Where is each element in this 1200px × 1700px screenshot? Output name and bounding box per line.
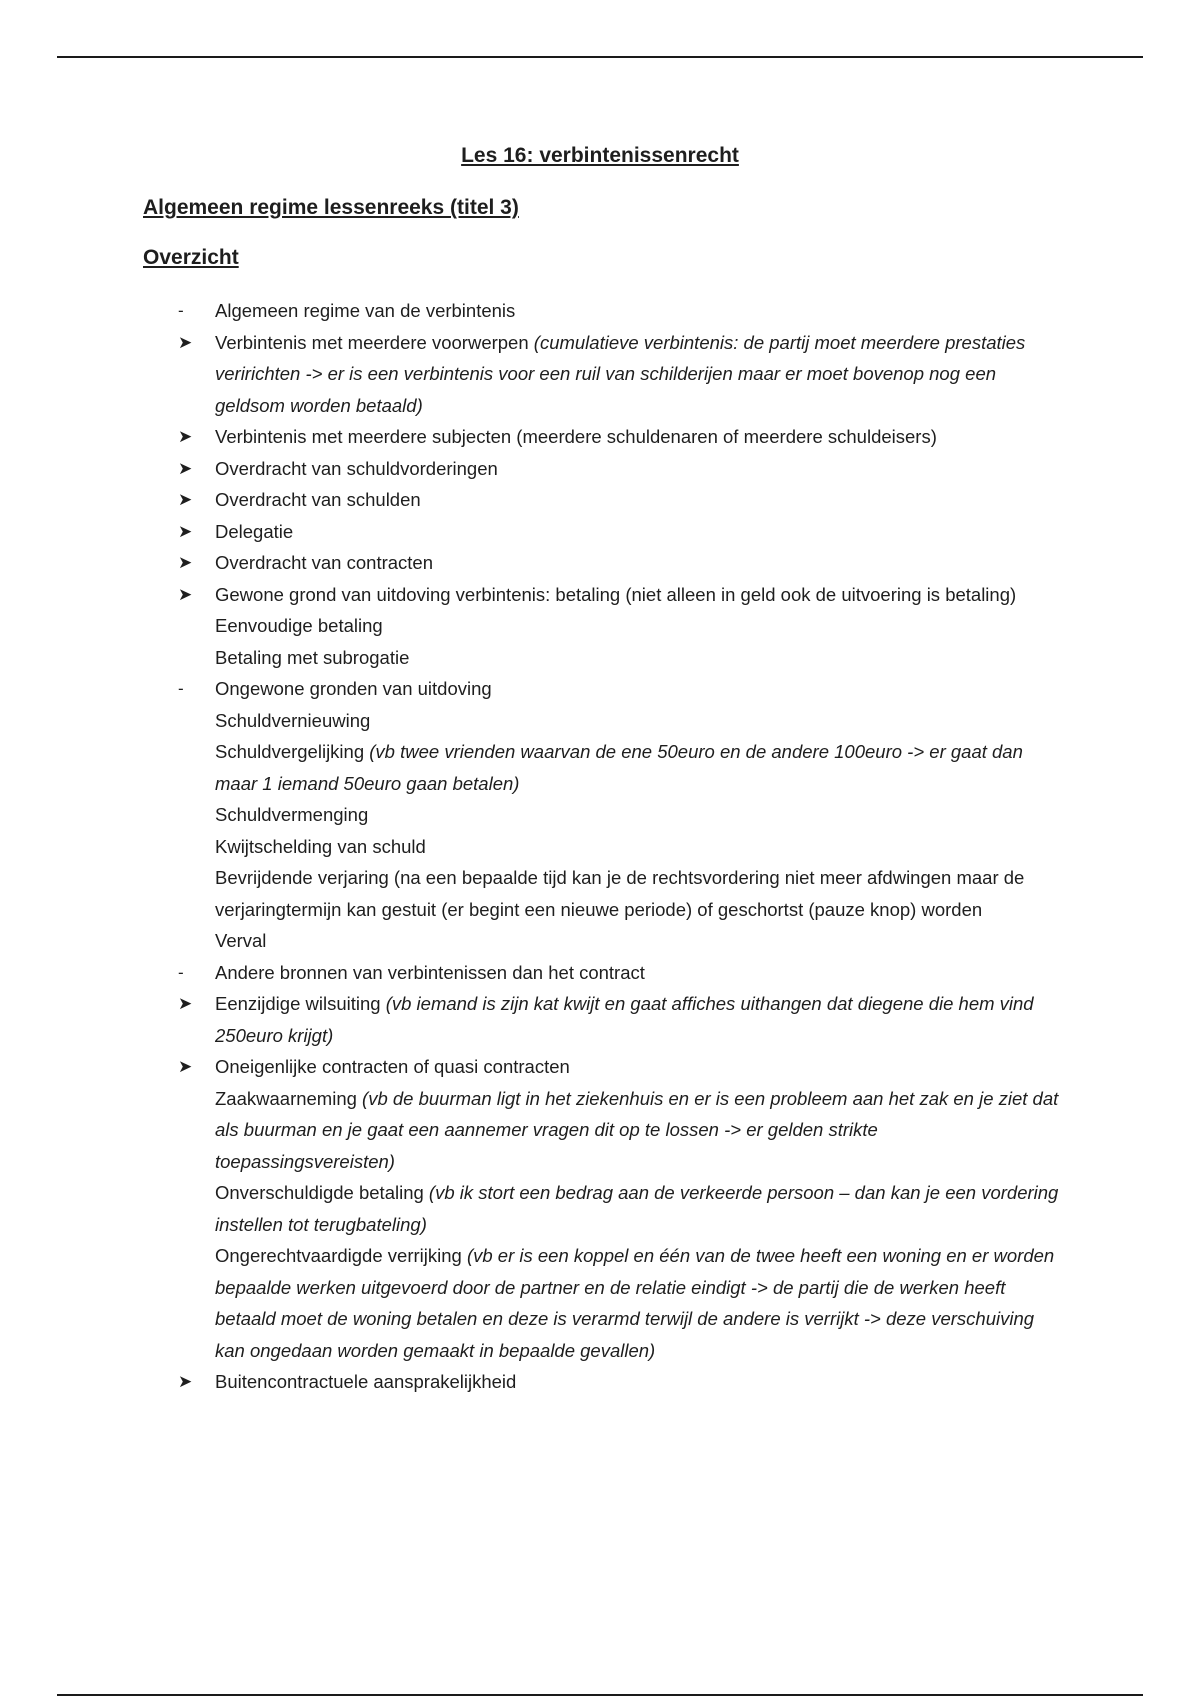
list-item: [0, 736, 1060, 799]
list-item: [0, 295, 1060, 327]
list-item-text: Oneigenlijke contracten of quasi contracten: [215, 1056, 570, 1077]
section-heading: Algemeen regime lessenreeks (titel 3): [143, 196, 519, 219]
arrow-bullet-icon: ➤: [178, 584, 193, 604]
list-item: [0, 579, 1060, 611]
list-item-text: Schuldvermenging: [215, 804, 369, 825]
list-item-text: Gewone grond van uitdoving verbintenis: betaling (niet alleen in geld ook de uitvoering is betaling): [215, 583, 1017, 605]
arrow-bullet-icon: ➤: [178, 490, 193, 509]
list-item: [0, 673, 1060, 705]
list-item: [0, 453, 1060, 485]
list-item-text: Schuldvernieuwing: [215, 709, 371, 731]
list-item-text: Schuldvergelijking: [215, 741, 370, 762]
list-item-text: Zaakwaarneming: [215, 1087, 363, 1109]
list-item-text: Verval: [215, 930, 267, 951]
footer-rule: [57, 1694, 1143, 1696]
list-item-text: Eenzijdige wilsuiting: [215, 993, 386, 1014]
list-item-text: Ongewone gronden van uitdoving: [215, 678, 492, 699]
arrow-bullet-icon: ➤: [178, 521, 193, 541]
list-item: [0, 547, 1060, 579]
list-item: [0, 516, 1060, 548]
list-item: [0, 799, 1060, 831]
dash-bullet-icon: -: [178, 679, 184, 698]
list-item-text: Ongerechtvaardigde verrijking: [215, 1245, 467, 1266]
list-item-text: Delegatie: [215, 520, 294, 542]
list-item-text: Buitencontractuele aansprakelijkheid: [215, 1371, 517, 1392]
list-item: [0, 421, 1060, 453]
list-item: [0, 705, 1060, 737]
list-item: [0, 1051, 1060, 1083]
list-item: [0, 957, 1060, 989]
list-item-text: Overdracht van contracten: [215, 552, 433, 573]
list-item-note: (vb twee vrienden waarvan de ene 50euro en de andere 100euro -> er gaat dan maar 1 iemand 50euro gaan betalen): [215, 741, 1023, 794]
list-item-text: Algemeen regime van de verbintenis: [215, 300, 516, 321]
list-item: [0, 1083, 1060, 1178]
arrow-bullet-icon: ➤: [178, 994, 193, 1013]
list-item-text: Overdracht van schulden: [215, 489, 421, 510]
outline-list: [0, 295, 1200, 1398]
dash-bullet-icon: -: [178, 962, 184, 982]
list-item-text: Verbintenis met meerdere voorwerpen: [215, 331, 534, 353]
list-item-note: (cumulatieve verbintenis: de partij moet meerdere prestaties veririchten -> er is een verbintenis voor een ruil van schilderijen maar er moet bovenop nog een geldsom worden betaald): [215, 331, 1026, 416]
list-item: [0, 831, 1060, 863]
list-item-note: (vb de buurman ligt in het ziekenhuis en er is een probleem aan het zak en je ziet dat als buurman en je gaat een aannemer vragen dit op te lossen -> er gelden strikte toepassingsvereisten): [215, 1087, 1059, 1172]
list-item: [0, 642, 1060, 674]
list-item: [0, 1366, 1060, 1398]
list-item: [0, 925, 1060, 957]
list-item: [0, 1177, 1060, 1240]
list-item: [0, 610, 1060, 642]
dash-bullet-icon: -: [178, 301, 184, 320]
list-item-text: Eenvoudige betaling: [215, 615, 383, 636]
arrow-bullet-icon: ➤: [178, 1372, 193, 1391]
list-item-note: (vb ik stort een bedrag aan de verkeerde persoon – dan kan je een vordering instellen tot terugbateling): [215, 1182, 1059, 1235]
list-item-text: Andere bronnen van verbintenissen dan het contract: [215, 961, 645, 983]
list-item-note: (vb iemand is zijn kat kwijt en gaat affiches uithangen dat diegene die hem vind 250euro krijgt): [215, 993, 1034, 1046]
list-item-note: (vb er is een koppel en één van de twee heeft een woning en er worden bepaalde werken uitgevoerd door de partner en de relatie eindigt -> de partij die de werken heeft betaald moet de woning betalen en deze is verarmd terwijl de andere is verrijkt -> deze verschuiving kan ongedaan worden gemaakt in bepaalde gevallen): [215, 1245, 1055, 1361]
arrow-bullet-icon: ➤: [178, 1057, 193, 1076]
list-item-text: Verbintenis met meerdere subjecten (meerdere schuldenaren of meerdere schuldeisers): [215, 426, 937, 447]
arrow-bullet-icon: ➤: [178, 427, 193, 446]
list-item: [0, 484, 1060, 516]
list-item: [0, 1240, 1060, 1366]
list-item-text: Overdracht van schuldvorderingen: [215, 457, 498, 479]
list-item: [0, 988, 1060, 1051]
arrow-bullet-icon: ➤: [178, 458, 193, 478]
list-item-text: Betaling met subrogatie: [215, 646, 410, 668]
arrow-bullet-icon: ➤: [178, 553, 193, 572]
header-rule: [57, 56, 1143, 58]
list-item-text: Bevrijdende verjaring (na een bepaalde tijd kan je de rechtsvordering niet meer afdwingen maar de verjaringtermijn kan gestuit (er begint een nieuwe periode) of geschortst (pauze knop) worden: [215, 867, 1025, 920]
list-item: [0, 327, 1060, 422]
document-title: Les 16: verbintenissenrecht: [461, 144, 739, 167]
list-item-text: Kwijtschelding van schuld: [215, 835, 426, 857]
list-item: [0, 862, 1060, 925]
arrow-bullet-icon: ➤: [178, 332, 193, 352]
list-item-text: Onverschuldigde betaling: [215, 1182, 429, 1203]
sub-heading: Overzicht: [143, 246, 239, 269]
